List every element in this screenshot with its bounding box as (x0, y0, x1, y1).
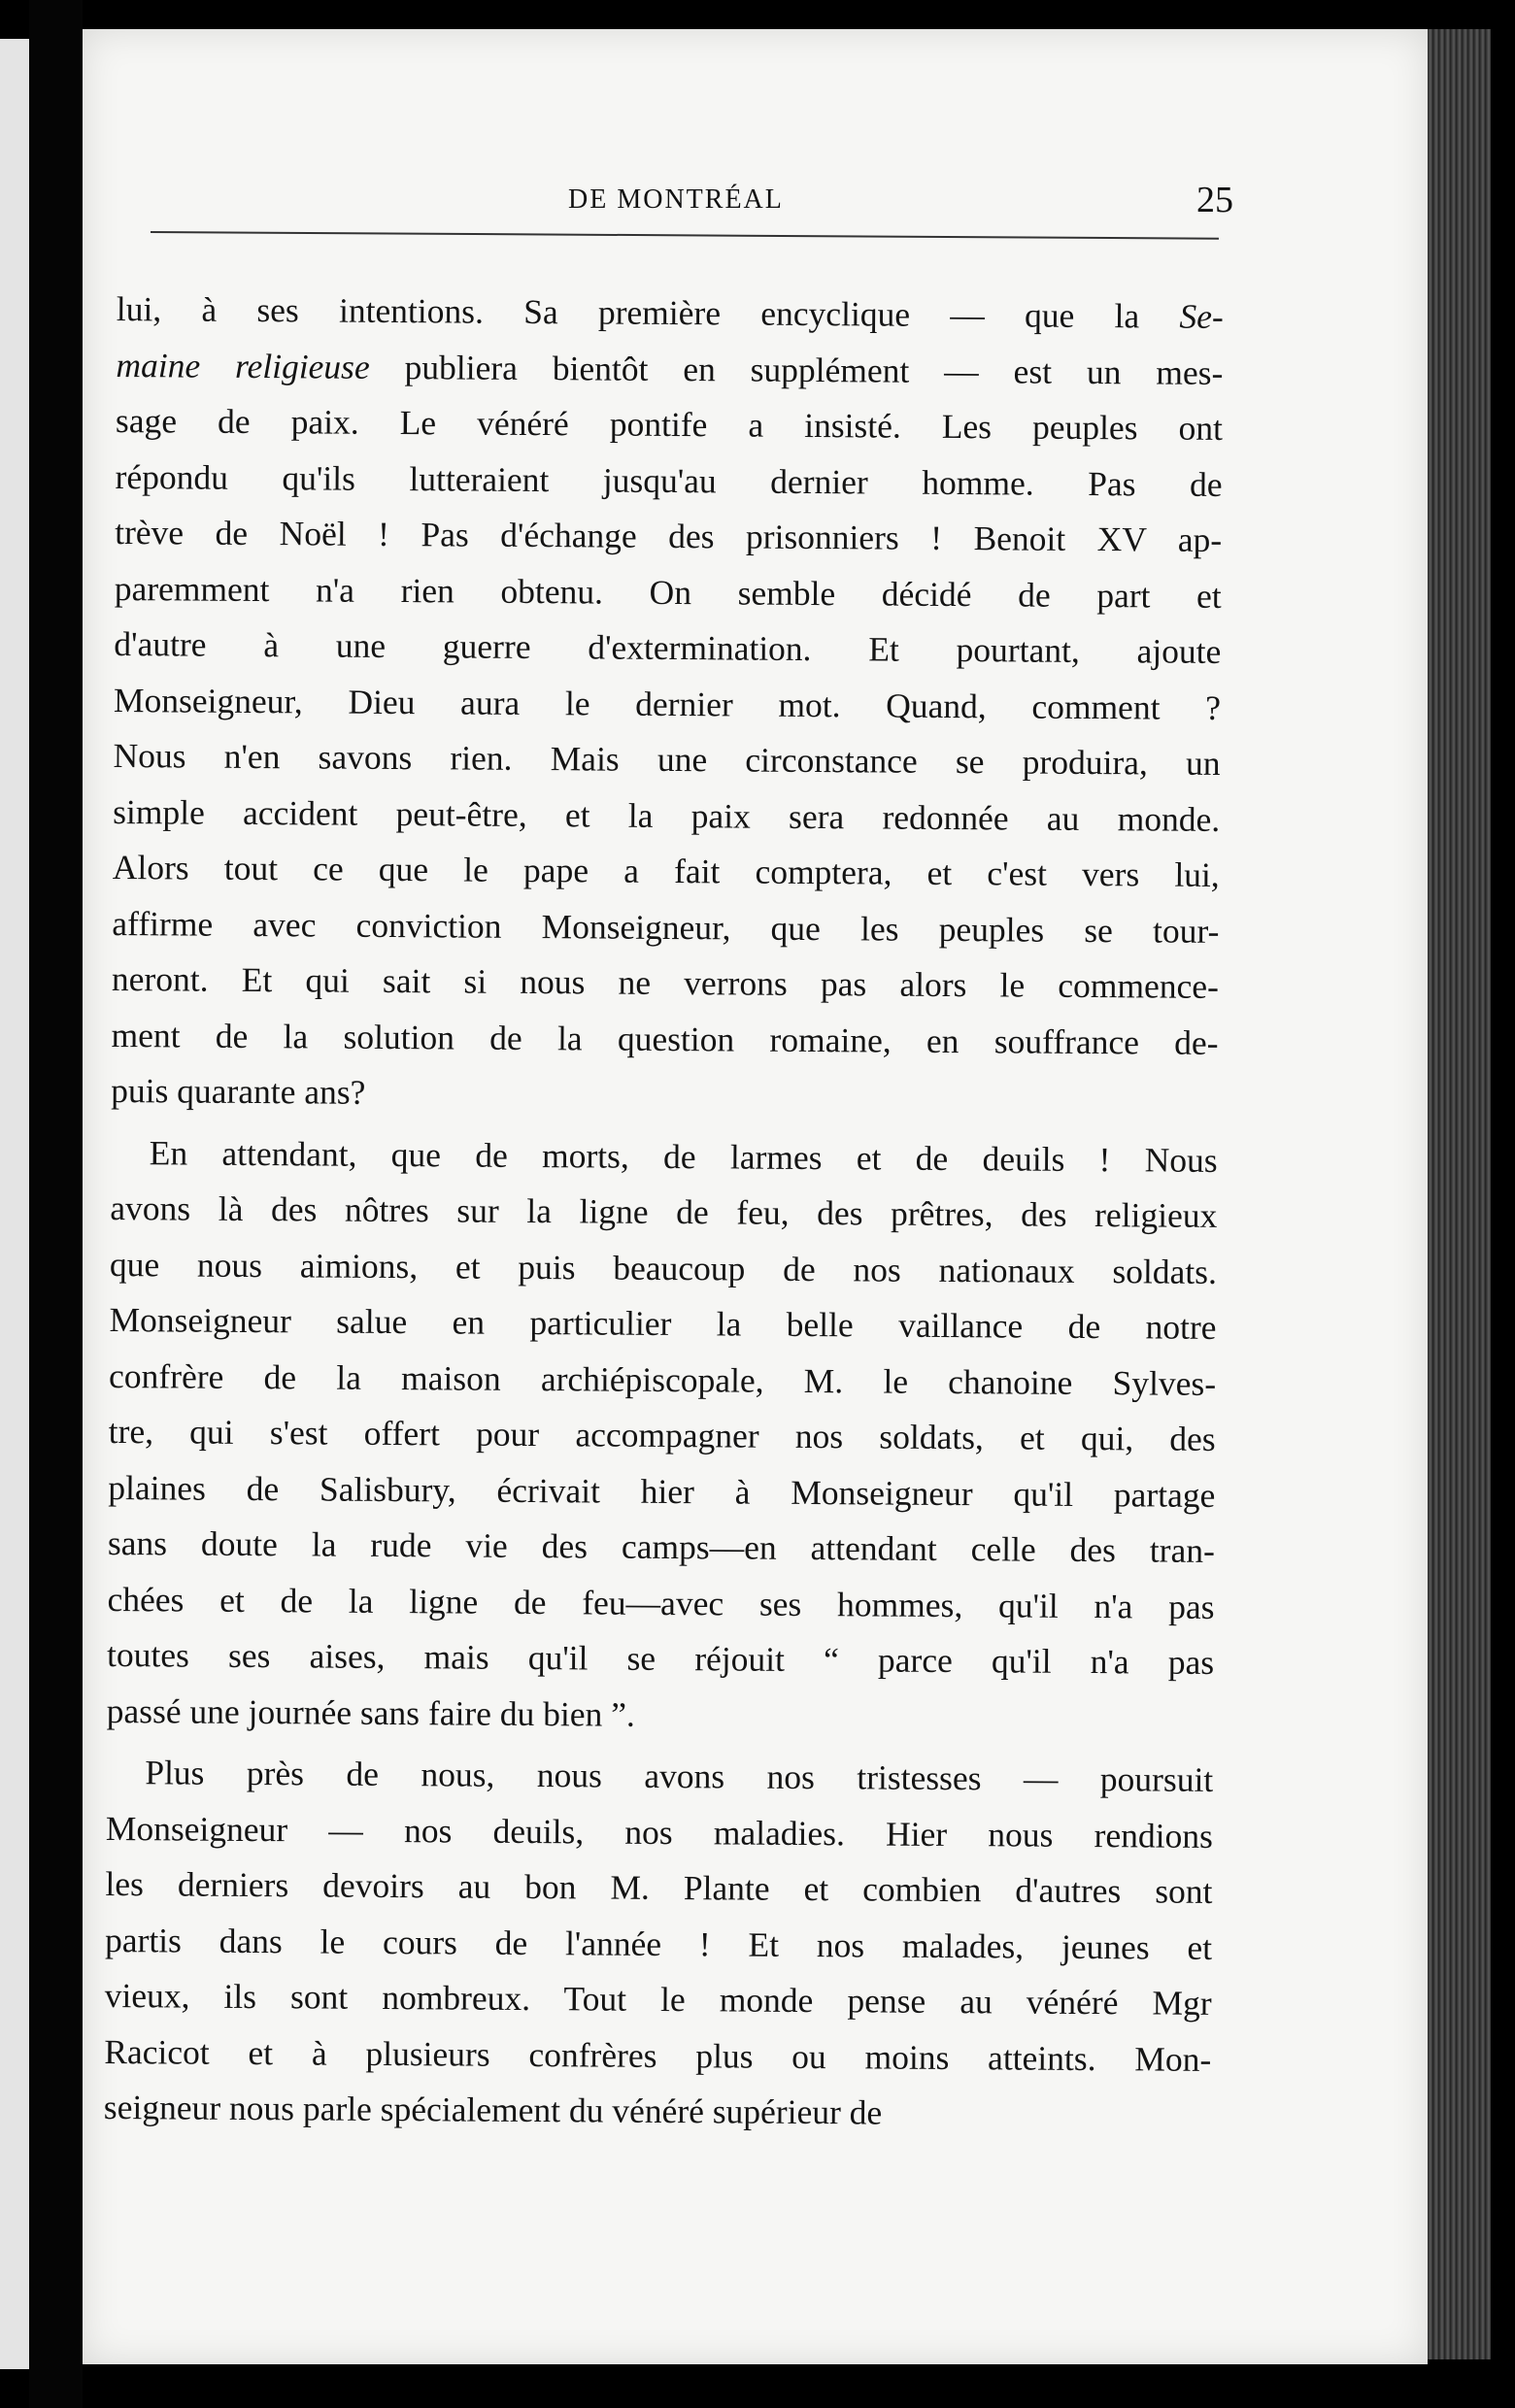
text-line: Racicot et à plusieurs confrères plus ou moins atteints. Mon- (104, 2031, 1212, 2079)
page-edges (1428, 29, 1491, 2359)
text-line: les derniers devoirs au bon M. Plante et combien d'autres sont (105, 1863, 1213, 1911)
text-line: répondu qu'ils lutteraient jusqu'au dernier homme. Pas de (115, 456, 1223, 504)
text-line: En attendant, que de morts, de larmes et de deuils ! Nous (149, 1132, 1218, 1180)
text-line: tre, qui s'est offert pour accompagner nos soldats, et qui, des (108, 1411, 1216, 1458)
text-line: trève de Noël ! Pas d'échange des prisonniers ! Benoit XV ap- (115, 512, 1223, 559)
text-line: lui, à ses intentions. Sa première encyclique — que la Se- (116, 288, 1224, 336)
text-line: Monseigneur salue en particulier la belle vaillance de notre (109, 1299, 1217, 1347)
text-line: Monseigneur, Dieu aura le dernier mot. Quand, comment ? (113, 680, 1222, 727)
text-line: plaines de Salisbury, écrivait hier à Monseigneur qu'il partage (108, 1467, 1216, 1515)
text-line: affirme avec conviction Monseigneur, que les peuples se tour- (112, 903, 1220, 951)
text-line: ment de la solution de la question romaine, en souffrance de- (111, 1015, 1219, 1062)
facing-page-edge (0, 39, 29, 2369)
text-line: sans doute la rude vie des camps—en attendant celle des tran- (107, 1522, 1216, 1570)
text-line: partis dans le cours de l'année ! Et nos malades, jeunes et (104, 1920, 1213, 1967)
text-line: Plus près de nous, nous avons nos tristesses — poursuit (145, 1753, 1214, 1799)
running-head (146, 180, 1233, 223)
text-line: puis quarante ans? (111, 1070, 366, 1112)
paragraph (107, 1124, 1218, 1746)
text-line: d'autre à une guerre d'extermination. Et pourtant, ajoute (114, 623, 1222, 671)
text-line: Nous n'en savons rien. Mais une circonstance se produira, un (113, 735, 1221, 783)
text-line: avons là des nôtres sur la ligne de feu, des prêtres, des religieux (110, 1187, 1218, 1235)
paragraph (104, 1745, 1214, 2143)
text-line: sage de paix. Le vénéré pontife a insisté. Les peuples ont (115, 400, 1224, 448)
text-line: paremment n'a rien obtenu. On semble décidé de part et (114, 568, 1222, 616)
text-line: que nous aimions, et puis beaucoup de nos nationaux soldats. (109, 1244, 1218, 1291)
text-line: simple accident peut-être, et la paix sera redonnée au monde. (113, 791, 1221, 839)
text-line: toutes ses aises, mais qu'il se réjouit “ parce qu'il n'a pas (106, 1634, 1215, 1682)
page-number: 25 (1196, 180, 1233, 220)
text-line: neront. Et qui sait si nous ne verrons pas alors le commence- (111, 958, 1220, 1006)
text-line: confrère de la maison archiépiscopale, M. le chanoine Sylves- (108, 1355, 1217, 1403)
book-gutter (29, 0, 83, 2408)
text-line: Monseigneur — nos deuils, nos maladies. Hier nous rendions (105, 1808, 1213, 1856)
text-line: seigneur nous parle spécialement du vénéré supérieur de (103, 2087, 883, 2132)
text-line: chées et de la ligne de feu—avec ses hommes, qu'il n'a pas (107, 1579, 1215, 1626)
text-line: maine religieuse publiera bientôt en supplément — est un mes- (116, 345, 1224, 392)
paragraph (111, 282, 1224, 1126)
text-line: Alors tout ce que le pape a fait comptera, et c'est vers lui, (112, 847, 1220, 894)
text-line: passé une journée sans faire du bien ”. (106, 1690, 635, 1734)
body-text (104, 282, 1224, 2143)
running-title: DE MONTRÉAL (568, 184, 784, 215)
text-line: vieux, ils sont nombreux. Tout le monde pense au vénéré Mgr (104, 1975, 1212, 2023)
